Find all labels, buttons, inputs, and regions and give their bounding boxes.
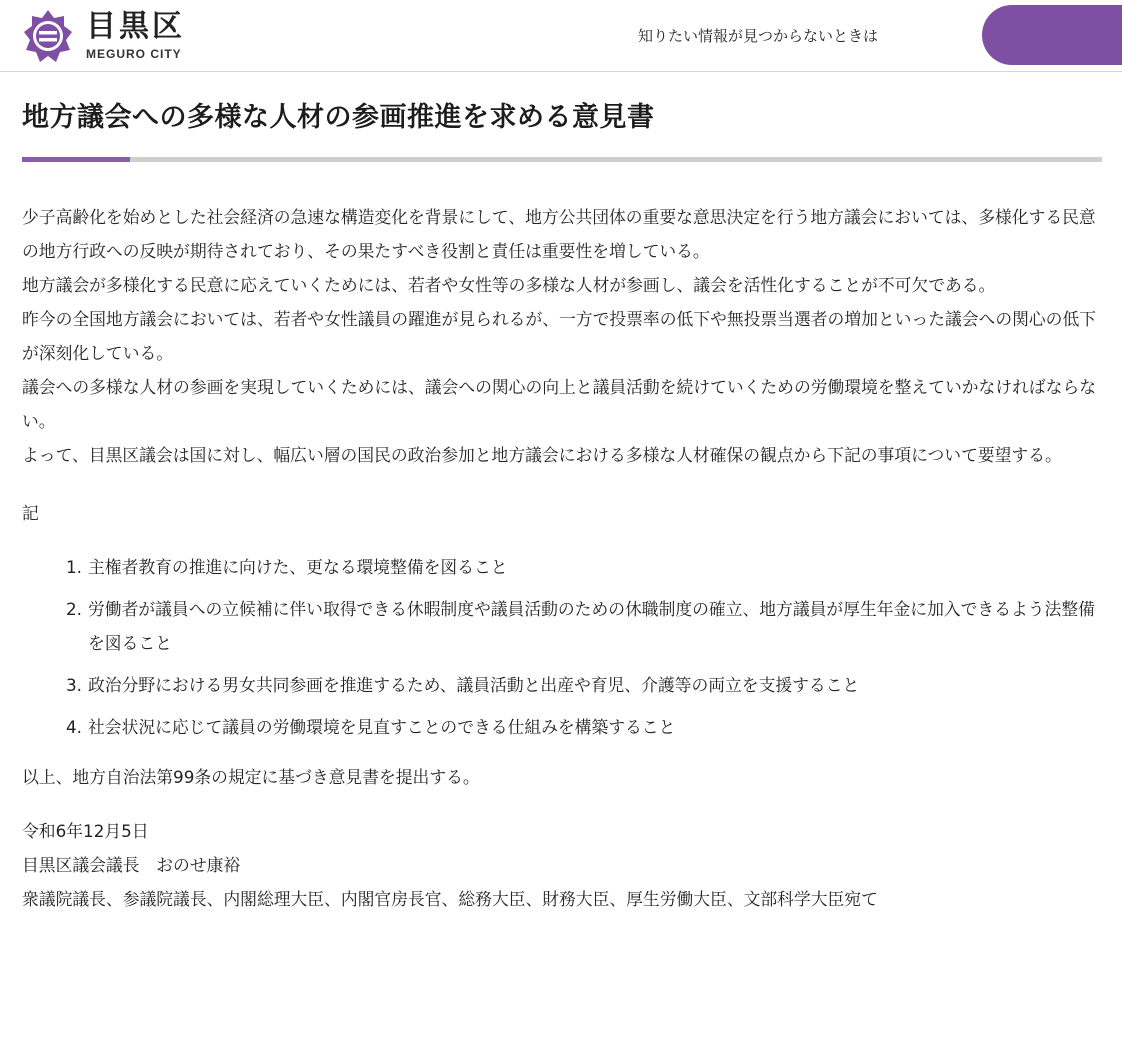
request-text: 労働者が議員への立候補に伴い取得できる休暇制度や議員活動のための休職制度の確立、地方議員が厚生年金に加入できるよう法整備を図ること [88,599,1095,653]
logo-text [86,10,185,62]
request-item [66,550,1104,584]
request-number: 4. [66,717,83,737]
logo-subtitle: MEGURO CITY [86,47,182,61]
help-search-link[interactable]: 知りたい情報が見つからないときは [638,27,879,45]
ki-heading: 記 [22,503,39,523]
document-date: 令和6年12月5日 [22,821,149,841]
meguro-city-emblem-icon [20,8,76,64]
recipients-line: 衆議院議長、参議院議長、内閣総理大臣、内閣官房長官、総務大臣、財務大臣、厚生労働大臣、文部科学大臣宛て [22,889,878,909]
document-body [22,200,1104,916]
body-paragraph: 少子高齢化を始めとした社会経済の急速な構造変化を背景にして、地方公共団体の重要な意思決定を行う地方議会においては、多様化する民意の地方行政への反映が期待されており、その果たすべき役割と責任は重要性を増している。 [22,207,1096,261]
request-number: 2. [66,599,83,619]
title-divider [22,157,1102,162]
site-header [0,0,1122,72]
body-paragraph: よって、目黒区議会は国に対し、幅広い層の国民の政治参加と地方議会における多様な人材確保の観点から下記の事項について要望する。 [22,445,1062,465]
request-item [66,710,1104,744]
menu-button[interactable] [982,5,1122,65]
request-number: 1. [66,557,83,577]
title-divider-accent [22,157,130,162]
body-paragraph: 昨今の全国地方議会においては、若者や女性議員の躍進が見られるが、一方で投票率の低下や無投票当選者の増加といった議会への関心の低下が深刻化している。 [22,309,1097,363]
request-number: 3. [66,675,83,695]
page-title-area [22,100,1102,136]
request-item [66,668,1104,702]
page-title: 地方議会への多様な人材の参画推進を求める意見書 [22,102,655,133]
request-text: 政治分野における男女共同参画を推進するため、議員活動と出産や育児、介護等の両立を支援すること [88,675,860,695]
sender-line: 目黒区議会議長 おのせ康裕 [22,855,241,875]
request-text: 社会状況に応じて議員の労働環境を見直すことのできる仕組みを構築すること [88,717,676,737]
request-text: 主権者教育の推進に向けた、更なる環境整備を図ること [88,557,508,577]
body-paragraph: 議会への多様な人材の参画を実現していくためには、議会への関心の向上と議員活動を続けていくための労働環境を整えていかなければならない。 [22,377,1097,431]
closing-statement: 以上、地方自治法第99条の規定に基づき意見書を提出する。 [22,767,480,787]
site-logo-link[interactable] [20,8,185,64]
body-paragraph: 地方議会が多様化する民意に応えていくためには、若者や女性等の多様な人材が参画し、議会を活性化することが不可欠である。 [22,275,996,295]
logo-title: 目黒区 [86,9,185,44]
request-list [22,550,1104,744]
request-item [66,592,1104,660]
